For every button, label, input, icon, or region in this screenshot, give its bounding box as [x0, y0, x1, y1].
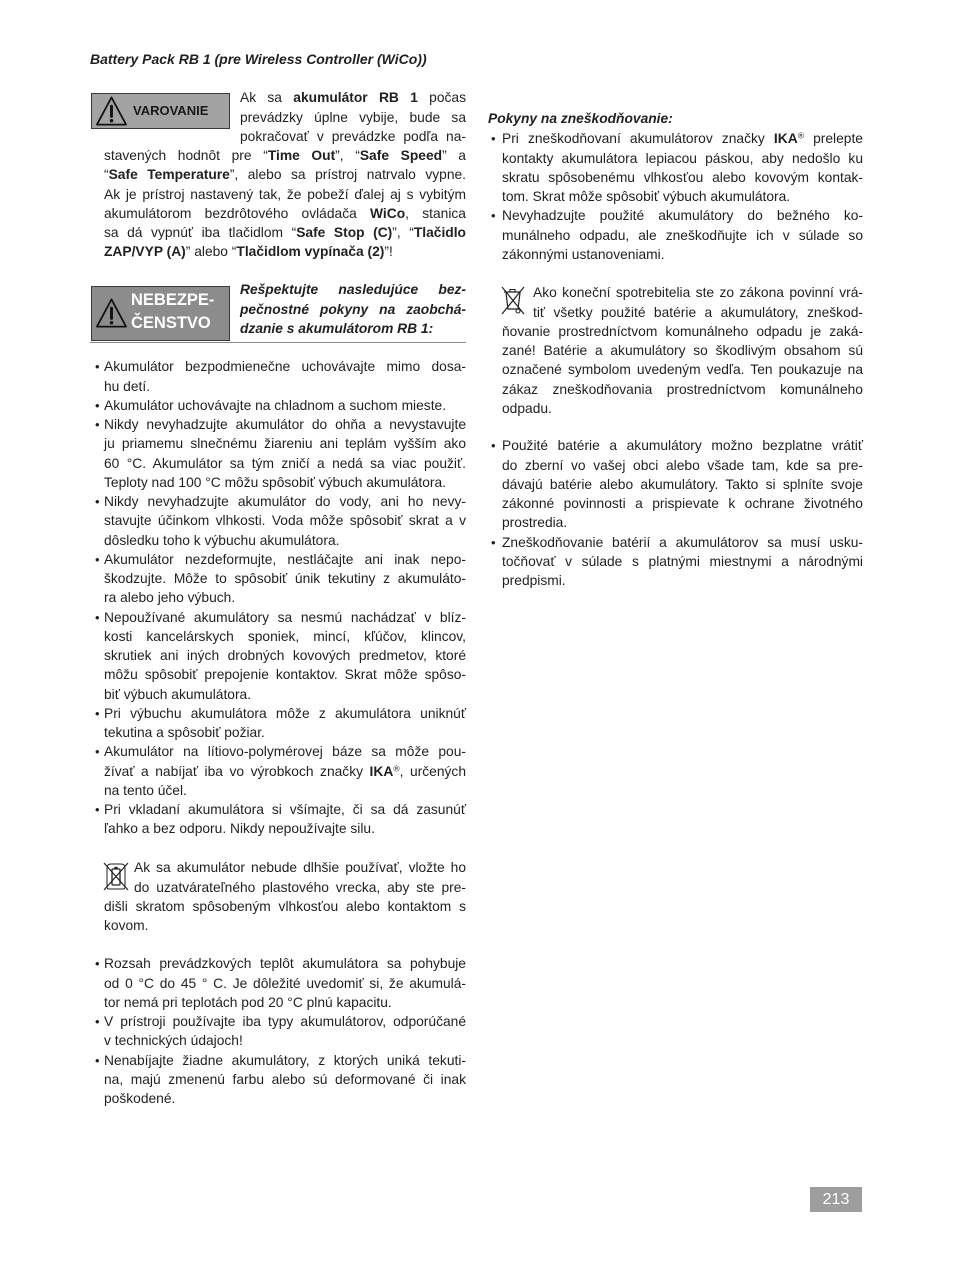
- text-line: [533, 303, 863, 322]
- return-list: [502, 436, 863, 590]
- text-run: ” a: [442, 148, 466, 164]
- bold-text: IKA: [773, 131, 798, 147]
- text-line: [104, 165, 466, 184]
- list-item: [502, 129, 863, 206]
- text-run: prostredia.: [502, 515, 568, 531]
- bold-text: akumulátor RB 1: [293, 90, 418, 106]
- warning-paragraph: [104, 88, 466, 261]
- text-line: [104, 1089, 466, 1108]
- bold-text: Safe Speed: [359, 148, 443, 164]
- text-run: Ak je prístroj nastavený tak, že pobeží ďalej aj s vybitým: [104, 186, 466, 202]
- text-line: [104, 1070, 466, 1089]
- text-run: dišli skratom spôsobeným vlhkosťou alebo kontaktom s: [104, 898, 466, 914]
- text-run: ”, “: [392, 225, 414, 241]
- text-run: stavených hodnôt pre “: [104, 148, 268, 164]
- text-run: Rozsah prevádzkových teplôt akumulátora sa pohybuje: [104, 956, 466, 972]
- text-line: [502, 245, 863, 264]
- text-run: ”, “: [335, 148, 360, 164]
- list-item: [104, 954, 466, 1012]
- text-run: dzanie s akumulátorom RB 1:: [240, 320, 434, 336]
- danger-intro: [240, 280, 466, 338]
- text-line: [502, 513, 863, 532]
- text-line: [502, 494, 863, 513]
- text-line: [134, 858, 466, 877]
- text-run: prevádzky úplne vybije, bude sa: [240, 109, 466, 125]
- text-line: [240, 300, 466, 319]
- text-run: kontakty akumulátora lepiacou páskou, aby nedošlo ku: [502, 150, 863, 166]
- text-line: [104, 1012, 466, 1031]
- text-run: 60 °C. Akumulátor sa tým zničí a nedá sa viac použiť.: [104, 455, 466, 471]
- text-run: do zberní vo vašej obci alebo všade tam, kde sa pre-: [502, 457, 863, 473]
- text-line: [104, 762, 466, 781]
- text-run: zákonnými ustanoveniami.: [502, 246, 665, 262]
- bold-text: WiCo: [370, 205, 406, 221]
- text-run: pečnostné pokyny na zaobchá-: [240, 301, 466, 317]
- text-line: [104, 550, 466, 569]
- text-run: skratu spôsobenému vlhkosťou alebo kovovým kontak-: [502, 169, 863, 185]
- storage-note: [104, 858, 466, 935]
- page-header-title: Battery Pack RB 1 (pre Wireless Controller (WiCo)): [90, 51, 427, 67]
- text-line: [104, 396, 466, 415]
- text-run: zané! Batérie a akumulátory so škodlivým obsahom sú: [502, 343, 863, 359]
- text-line: [104, 685, 466, 704]
- bold-text: Safe Stop (C): [296, 225, 393, 241]
- text-line: [104, 974, 466, 993]
- text-run: Nenabíjajte žiadne akumulátory, z ktorých uniká tekuti-: [104, 1052, 466, 1068]
- text-line: [240, 319, 466, 338]
- text-line: [104, 473, 466, 492]
- text-line: [502, 399, 863, 418]
- text-run: skrutiek ani iných drobných kovových predmetov, ktoré: [104, 648, 466, 664]
- text-line: [104, 588, 466, 607]
- text-line: [502, 456, 863, 475]
- text-run: Použité batérie a akumulátory možno bezplatne vrátiť: [502, 438, 863, 454]
- text-line: [104, 608, 466, 627]
- text-run: , stanica: [405, 205, 466, 221]
- text-line: [502, 168, 863, 187]
- text-run: “: [104, 167, 109, 183]
- list-item: [502, 533, 863, 591]
- text-run: odpadu.: [502, 400, 552, 416]
- danger-badge: [91, 286, 230, 341]
- text-line: [104, 627, 466, 646]
- text-line: [502, 533, 863, 552]
- text-run: Zneškodňovanie batérií a akumulátorov sa musí usku-: [502, 534, 863, 550]
- text-run: v technických údajoch!: [104, 1033, 243, 1049]
- text-run: tor nemá pri teplotách pod 20 °C plnú kapacitu.: [104, 994, 392, 1010]
- text-line: [502, 380, 863, 399]
- text-run: Ak sa: [240, 90, 294, 106]
- text-line: [104, 742, 466, 761]
- safety-list: [104, 357, 466, 838]
- text-run: tiť všetky použité batérie a akumulátory, zneškod-: [533, 304, 863, 320]
- bold-text: Tlačidlom vypínača (2): [236, 244, 385, 260]
- text-line: [104, 954, 466, 973]
- list-item: [502, 436, 863, 532]
- text-line: [104, 897, 466, 916]
- text-line: [240, 280, 466, 299]
- danger-label-line: ČENSTVO: [131, 314, 211, 332]
- text-run: od 0 °C do 45 ° C. Je dôležité uvedomiť si, že akumulá-: [104, 975, 466, 991]
- warning-label: VAROVANIE: [133, 103, 209, 118]
- text-run: ňovanie prostredníctvom komunálneho odpadu je zaká-: [502, 323, 863, 339]
- text-line: [104, 1051, 466, 1070]
- text-run: na, majú zmenenú farbu alebo sú deformované či inak: [104, 1071, 466, 1087]
- text-line: [502, 206, 863, 225]
- text-line: [533, 283, 863, 302]
- text-line: [134, 878, 466, 897]
- text-run: ” alebo “: [185, 244, 237, 260]
- list-item: [104, 550, 466, 608]
- text-line: [104, 531, 466, 550]
- danger-label-line: NEBEZPE-: [131, 291, 215, 309]
- text-line: [240, 108, 466, 127]
- text-line: [104, 454, 466, 473]
- text-run: žívať a nabíjať iba vo výrobkoch značky: [104, 763, 370, 779]
- text-run: sa dá vypnúť iba tlačidlom “: [104, 225, 297, 241]
- text-line: [502, 341, 863, 360]
- text-run: dávajú batérie alebo akumulátory. Takto si splníte svoje: [502, 476, 863, 492]
- text-line: [104, 415, 466, 434]
- text-run: točňovať v súlade s platnými miestnymi a národnými: [502, 553, 863, 569]
- text-run: na tento účel.: [104, 782, 187, 798]
- disposal-list: [502, 129, 863, 264]
- list-item: [104, 357, 466, 396]
- text-run: kosti kancelárskych sponiek, mincí, kľúčov, klincov,: [104, 628, 466, 644]
- bold-text: Tlačidlo: [413, 225, 466, 241]
- list-item: [104, 800, 466, 839]
- page-number: 213: [810, 1187, 862, 1212]
- text-run: Nikdy nevyhadzujte akumulátor do ohňa a nevystavujte: [104, 417, 466, 433]
- text-run: akumulátorom bezdrôtového ovládača: [104, 205, 371, 221]
- registered-mark: ®: [393, 762, 400, 773]
- text-line: [104, 223, 466, 242]
- danger-label: [131, 289, 214, 335]
- text-line: [502, 552, 863, 571]
- text-line: [104, 511, 466, 530]
- text-run: Pri zneškodňovaní akumulátorov značky: [502, 131, 774, 147]
- text-line: [104, 723, 466, 742]
- text-run: ”!: [384, 244, 393, 260]
- text-line: [502, 226, 863, 245]
- text-line: [502, 187, 863, 206]
- text-run: Akumulátor uchovávajte na chladnom a suchom mieste.: [104, 397, 447, 413]
- text-line: [240, 127, 466, 146]
- text-line: [104, 434, 466, 453]
- text-line: [104, 781, 466, 800]
- text-run: stavujte účinkom vlhkosti. Voda môže spôsobiť skrat a v: [104, 513, 466, 529]
- text-line: [104, 800, 466, 819]
- text-line: [104, 377, 466, 396]
- text-line: [104, 204, 466, 223]
- text-line: [104, 492, 466, 511]
- list-item: [104, 608, 466, 704]
- text-run: Rešpektujte nasledujúce bez-: [240, 282, 466, 298]
- text-run: Ako koneční spotrebitelia ste zo zákona povinní vrá-: [533, 285, 863, 301]
- text-line: [104, 1031, 466, 1050]
- text-run: pokračovať v prevádzke podľa na-: [240, 128, 466, 144]
- text-run: ju priamemu slnečnému žiareniu ani teplám vyšším ako: [104, 436, 466, 452]
- text-run: Akumulátor bezpodmienečne uchovávajte mimo dosa-: [104, 359, 466, 375]
- text-line: [240, 88, 466, 107]
- text-run: Ak sa akumulátor nebude dlhšie používať, vložte ho: [134, 860, 466, 876]
- text-run: Akumulátor nezdeformujte, nestláčajte ani inak nepo-: [104, 551, 466, 567]
- text-line: [104, 704, 466, 723]
- text-run: Nevyhadzujte použité akumulátory do bežného ko-: [502, 208, 863, 224]
- text-line: [502, 149, 863, 168]
- text-run: hu detí.: [104, 378, 151, 394]
- bold-text: ZAP/VYP (A): [104, 244, 186, 260]
- text-run: Teploty nad 100 °C môžu spôsobiť výbuch akumulátora.: [104, 474, 447, 490]
- text-run: škodzujte. Môže to spôsobiť únik tekutiny z akumuláto-: [104, 571, 466, 587]
- text-line: [104, 646, 466, 665]
- text-run: Akumulátor na lítiovo-polymérovej báze sa môže pou-: [104, 744, 466, 760]
- text-run: dôsledku toho k výbuchu akumulátora.: [104, 532, 340, 548]
- text-run: predpismi.: [502, 573, 566, 589]
- bold-text: Safe Temperature: [108, 167, 230, 183]
- text-run: označené symbolom uvedeným vedľa. Ten poukazuje na: [502, 362, 863, 378]
- text-run: Pri vkladaní akumulátora si všímajte, či sa dá zasunúť: [104, 802, 466, 818]
- text-line: [502, 436, 863, 455]
- text-run: ľahko a bez odporu. Nikdy nepoužívajte silu.: [104, 821, 375, 837]
- text-run: počas: [417, 90, 466, 106]
- text-line: [502, 129, 863, 148]
- text-line: [104, 242, 466, 261]
- registered-mark: ®: [797, 130, 804, 141]
- text-line: [502, 571, 863, 590]
- text-run: ra alebo jeho výbuch.: [104, 590, 236, 606]
- text-line: [104, 357, 466, 376]
- text-line: [104, 993, 466, 1012]
- disposal-heading: Pokyny na zneškodňovanie:: [488, 111, 673, 127]
- bold-text: IKA: [369, 763, 394, 779]
- text-run: munálneho odpadu, ale zneškodňujte ich v súlade so: [502, 227, 863, 243]
- text-run: poškodené.: [104, 1091, 176, 1107]
- list-item: [104, 1051, 466, 1109]
- list-item: [502, 206, 863, 264]
- text-run: biť výbuch akumulátora.: [104, 686, 252, 702]
- list-item: [104, 396, 466, 415]
- text-run: môžu spôsobiť prepojenie kontaktov. Skrat môže spôso-: [104, 667, 466, 683]
- list-item: [104, 704, 466, 743]
- text-line: [104, 819, 466, 838]
- text-line: [104, 185, 466, 204]
- text-run: prelepte: [804, 131, 863, 147]
- text-run: Pri výbuchu akumulátora môže z akumulátora uniknúť: [104, 705, 466, 721]
- list-item: [104, 492, 466, 550]
- text-line: [104, 569, 466, 588]
- text-run: tekutina a spôsobiť požiar.: [104, 725, 265, 741]
- text-run: Nikdy nevyhadzujte akumulátor do vody, ani ho nevy-: [104, 494, 466, 510]
- list-item: [104, 742, 466, 800]
- text-run: , určených: [399, 763, 466, 779]
- text-line: [502, 475, 863, 494]
- text-run: zákonné povinnosti a prispievate k ochrane životného: [502, 496, 863, 512]
- bold-text: Time Out: [267, 148, 336, 164]
- list-item: [104, 415, 466, 492]
- warning-triangle-icon: [95, 297, 128, 329]
- text-run: kovom.: [104, 918, 149, 934]
- text-line: [104, 146, 466, 165]
- text-line: [502, 360, 863, 379]
- text-line: [502, 322, 863, 341]
- text-run: V prístroji používajte iba typy akumulátorov, odporúčané: [104, 1014, 466, 1030]
- section-divider: [90, 342, 466, 343]
- list-item: [104, 1012, 466, 1051]
- text-run: do uzatvárateľného plastového vrecka, aby ste pre-: [134, 879, 466, 895]
- text-run: tom. Skrat môže spôsobiť výbuch akumulátora.: [502, 189, 791, 205]
- text-run: Nepoužívané akumulátory sa nesmú nachádzať v blíz-: [104, 609, 466, 625]
- weee-note: [502, 283, 863, 418]
- text-run: ”, alebo sa prístroj natrvalo vypne.: [229, 167, 466, 183]
- text-run: zákaz zneškodňovania prostredníctvom komunálneho: [502, 381, 863, 397]
- text-line: [104, 665, 466, 684]
- text-line: [104, 916, 466, 935]
- usage-list: [104, 954, 466, 1108]
